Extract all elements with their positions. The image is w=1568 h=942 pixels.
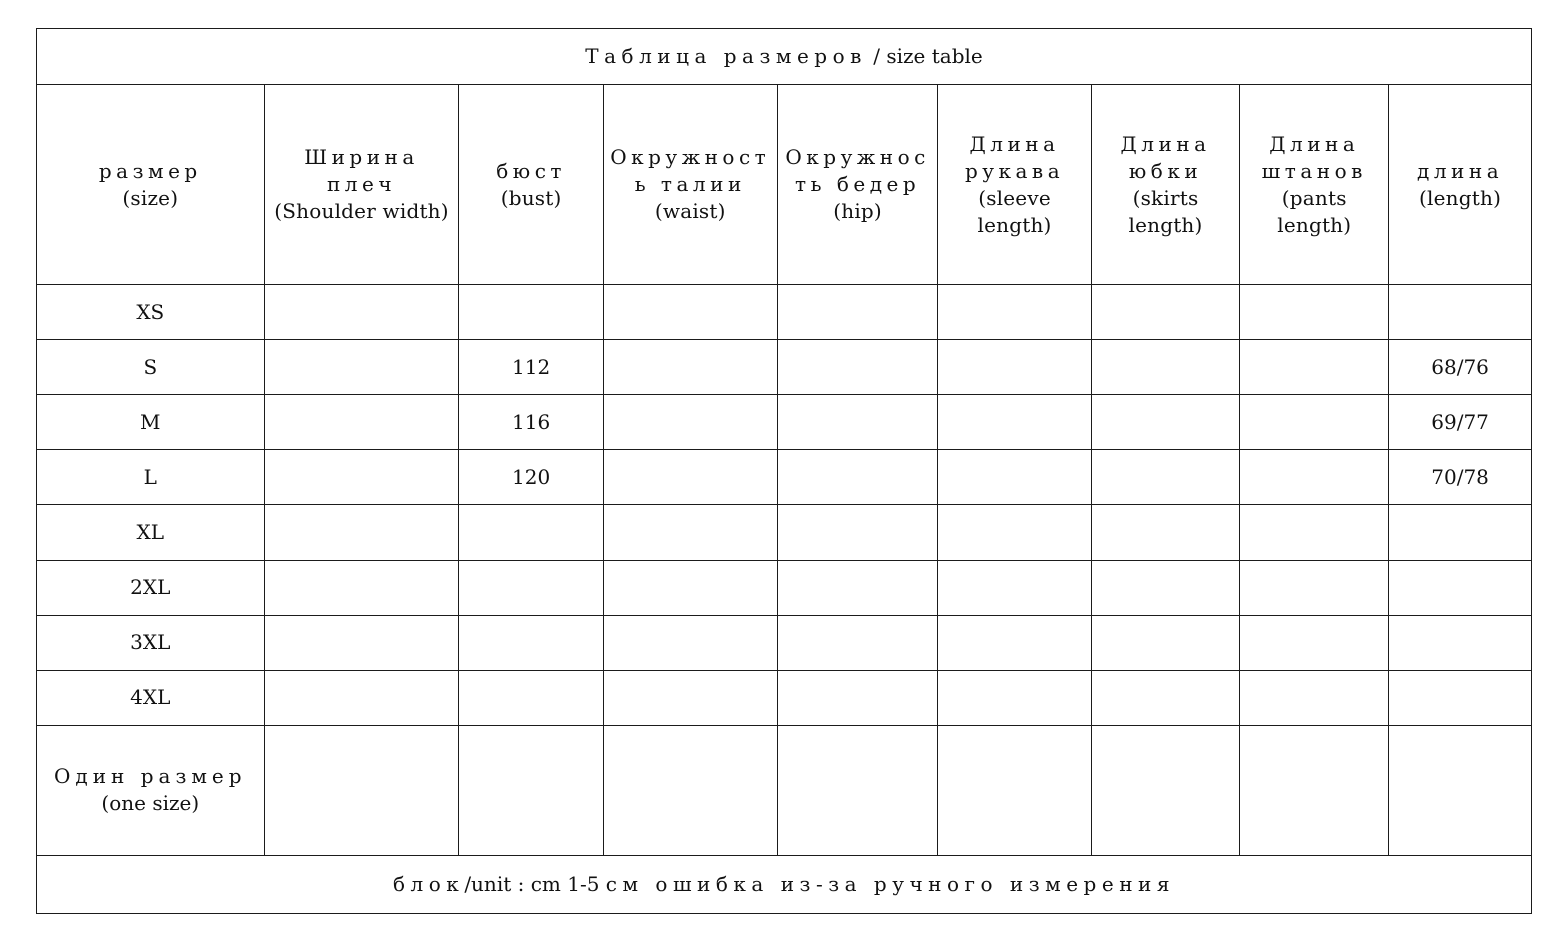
column-header-waist (603, 85, 777, 285)
cell-skirt (1091, 560, 1240, 615)
cell-hip (777, 395, 938, 450)
column-header-waist-en: (waist) (654, 199, 726, 224)
table-title-row (37, 29, 1532, 85)
cell-sleeve (938, 505, 1091, 560)
size-table-sheet (36, 28, 1532, 914)
one-size-label-ru: Один размер (54, 764, 247, 789)
cell-waist (603, 725, 777, 855)
cell-shoulder (264, 285, 459, 340)
table-row (37, 285, 1532, 340)
table-title-sep: / (866, 44, 887, 69)
cell-sleeve (938, 340, 1091, 395)
cell-hip (777, 560, 938, 615)
column-header-shoulder-width-en: (Shoulder width) (274, 199, 449, 224)
cell-bust (459, 725, 603, 855)
cell-skirt (1091, 450, 1240, 505)
table-row (37, 340, 1532, 395)
cell-shoulder (264, 395, 459, 450)
cell-waist (603, 340, 777, 395)
cell-bust: 120 (459, 450, 603, 505)
table-title (37, 29, 1532, 85)
cell-pants (1240, 615, 1389, 670)
cell-pants (1240, 505, 1389, 560)
cell-pants (1240, 725, 1389, 855)
column-header-sleeve-length-ru: Длина рукава (964, 131, 1065, 183)
column-header-hip-ru: Окружность бедер (785, 145, 930, 197)
cell-skirt (1091, 340, 1240, 395)
cell-waist (603, 450, 777, 505)
cell-shoulder (264, 615, 459, 670)
cell-sleeve (938, 560, 1091, 615)
table-title-ru: Таблица размеров (585, 44, 867, 69)
cell-sleeve (938, 450, 1091, 505)
cell-pants (1240, 340, 1389, 395)
cell-length (1389, 285, 1532, 340)
cell-length: 70/78 (1389, 450, 1532, 505)
cell-size: S (37, 340, 265, 395)
column-header-waist-ru: Окружность талии (610, 145, 771, 197)
cell-bust (459, 560, 603, 615)
column-header-length (1389, 85, 1532, 285)
column-header-length-en: (length) (1419, 185, 1502, 210)
table-footer-row (37, 855, 1532, 913)
cell-pants (1240, 285, 1389, 340)
cell-skirt (1091, 615, 1240, 670)
cell-bust: 112 (459, 340, 603, 395)
cell-pants (1240, 670, 1389, 725)
unit-note-ru-prefix: блок (393, 871, 465, 896)
unit-note-unit: /unit : cm 1-5 (464, 871, 606, 896)
cell-length (1389, 505, 1532, 560)
cell-sleeve (938, 615, 1091, 670)
cell-size-one-size (37, 725, 265, 855)
cell-skirt (1091, 505, 1240, 560)
cell-skirt (1091, 670, 1240, 725)
cell-waist (603, 615, 777, 670)
cell-shoulder (264, 725, 459, 855)
column-header-length-ru: длина (1417, 158, 1504, 183)
cell-hip (777, 340, 938, 395)
cell-length (1389, 560, 1532, 615)
unit-note-ru-tail: см ошибка из-за ручного измерения (605, 871, 1175, 896)
column-header-size-ru: размер (98, 158, 202, 183)
table-row (37, 560, 1532, 615)
cell-hip (777, 285, 938, 340)
cell-skirt (1091, 725, 1240, 855)
table-title-en: size table (886, 44, 983, 69)
cell-pants (1240, 560, 1389, 615)
unit-note (37, 855, 1532, 913)
cell-sleeve (938, 395, 1091, 450)
column-header-shoulder-width-ru: Ширина плеч (304, 145, 419, 197)
column-header-pants-length (1240, 85, 1389, 285)
column-header-skirt-length (1091, 85, 1240, 285)
cell-waist (603, 505, 777, 560)
cell-pants (1240, 395, 1389, 450)
table-row (37, 670, 1532, 725)
cell-hip (777, 450, 938, 505)
column-header-hip (777, 85, 938, 285)
table-row (37, 505, 1532, 560)
table-row (37, 395, 1532, 450)
cell-sleeve (938, 725, 1091, 855)
cell-shoulder (264, 450, 459, 505)
cell-hip (777, 725, 938, 855)
cell-shoulder (264, 670, 459, 725)
cell-bust (459, 615, 603, 670)
cell-size: 4XL (37, 670, 265, 725)
cell-size: L (37, 450, 265, 505)
cell-size: M (37, 395, 265, 450)
table-row (37, 450, 1532, 505)
table-row-one-size (37, 725, 1532, 855)
column-header-bust (459, 85, 603, 285)
cell-hip (777, 670, 938, 725)
column-header-skirt-length-ru: Длина юбки (1120, 131, 1211, 183)
table-row (37, 615, 1532, 670)
column-header-sleeve-length-en: (sleeve length) (977, 185, 1052, 237)
cell-bust (459, 670, 603, 725)
cell-waist (603, 285, 777, 340)
cell-skirt (1091, 395, 1240, 450)
cell-bust: 116 (459, 395, 603, 450)
table-header-row (37, 85, 1532, 285)
column-header-size (37, 85, 265, 285)
size-table (36, 28, 1532, 914)
cell-length: 68/76 (1389, 340, 1532, 395)
cell-hip (777, 505, 938, 560)
column-header-shoulder-width (264, 85, 459, 285)
cell-shoulder (264, 505, 459, 560)
cell-bust (459, 285, 603, 340)
column-header-bust-ru: бюст (496, 158, 566, 183)
cell-hip (777, 615, 938, 670)
cell-sleeve (938, 285, 1091, 340)
cell-waist (603, 670, 777, 725)
cell-length (1389, 615, 1532, 670)
column-header-sleeve-length (938, 85, 1091, 285)
cell-size: 3XL (37, 615, 265, 670)
cell-size: XL (37, 505, 265, 560)
cell-length (1389, 725, 1532, 855)
column-header-size-en: (size) (122, 185, 179, 210)
cell-pants (1240, 450, 1389, 505)
one-size-label-en: (one size) (101, 791, 200, 816)
cell-size: 2XL (37, 560, 265, 615)
cell-shoulder (264, 340, 459, 395)
column-header-pants-length-ru: Длина штанов (1261, 131, 1367, 183)
cell-shoulder (264, 560, 459, 615)
column-header-bust-en: (bust) (500, 185, 562, 210)
column-header-pants-length-en: (pants length) (1277, 185, 1352, 237)
cell-length: 69/77 (1389, 395, 1532, 450)
cell-size: XS (37, 285, 265, 340)
cell-sleeve (938, 670, 1091, 725)
cell-length (1389, 670, 1532, 725)
column-header-hip-en: (hip) (833, 199, 882, 224)
column-header-skirt-length-en: (skirts length) (1128, 185, 1203, 237)
cell-skirt (1091, 285, 1240, 340)
cell-waist (603, 560, 777, 615)
cell-bust (459, 505, 603, 560)
cell-waist (603, 395, 777, 450)
